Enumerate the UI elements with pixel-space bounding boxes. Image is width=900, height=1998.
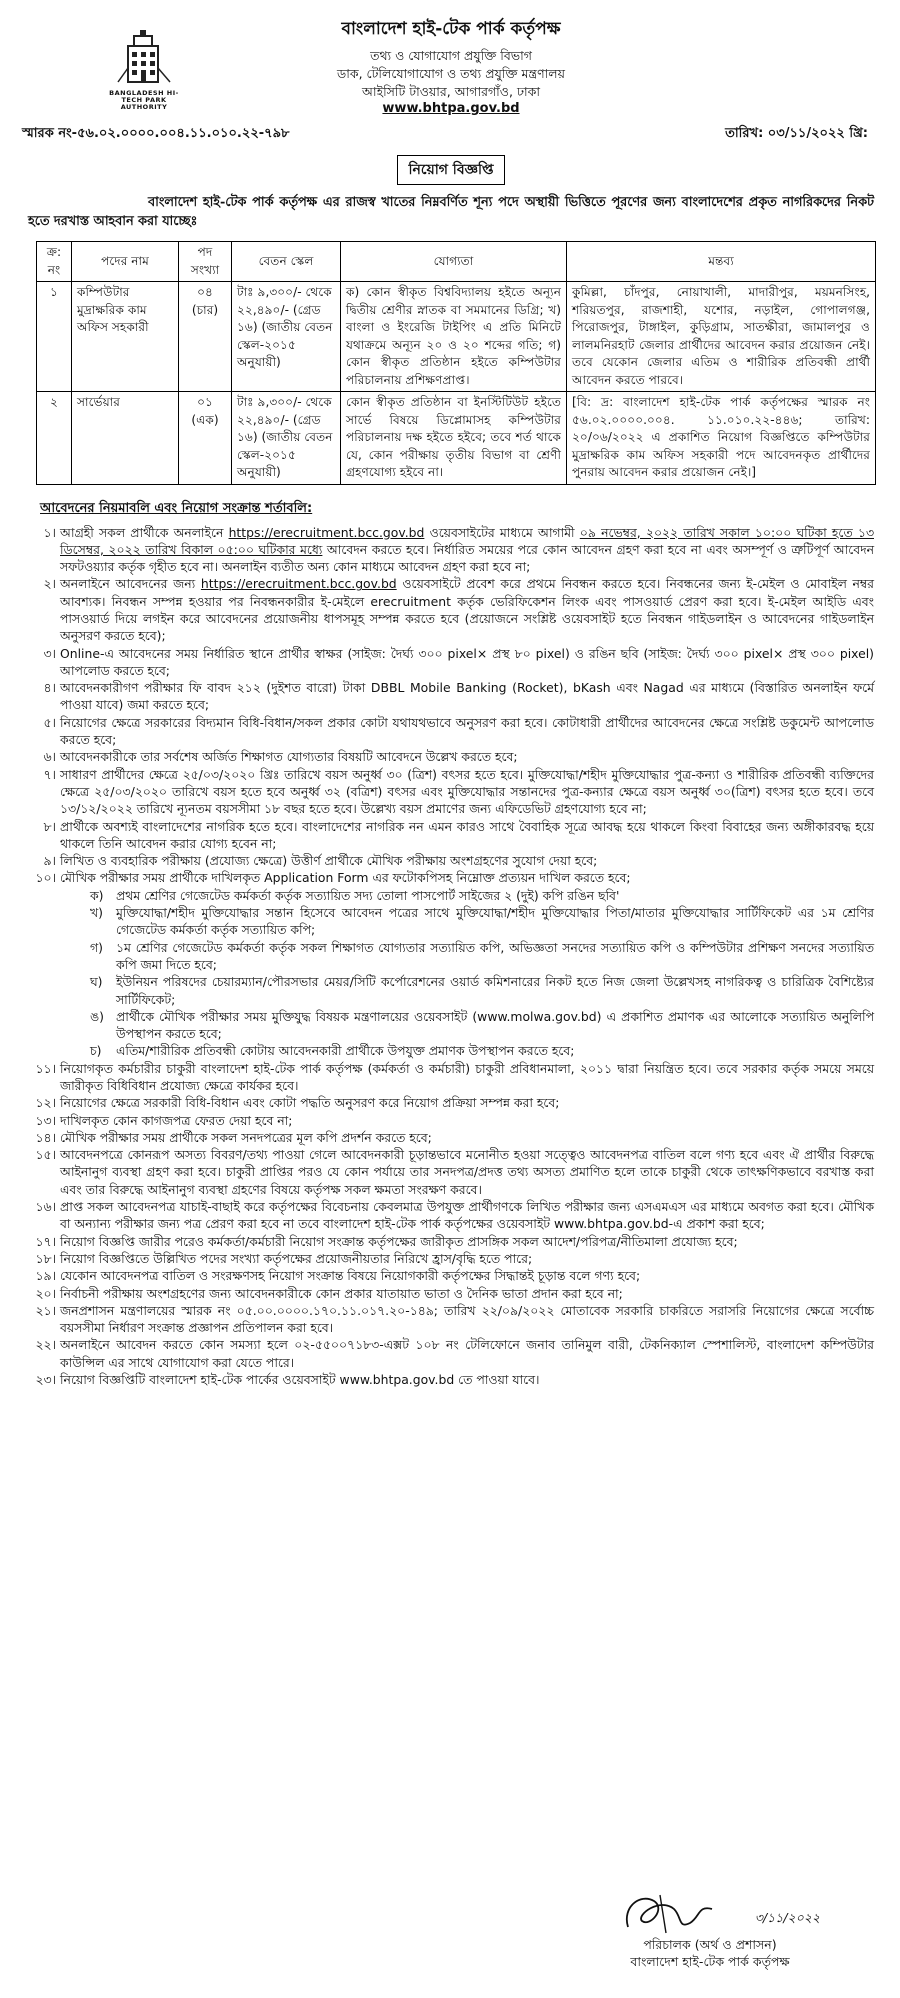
header-pay-scale: বেতন স্কেল	[232, 242, 341, 282]
bhtpa-logo	[108, 28, 180, 111]
reference-row	[22, 124, 880, 145]
cell-post-name: কম্পিউটার মুদ্রাক্ষরিক কাম অফিস সহকারী	[72, 282, 179, 392]
address-line: আইসিটি টাওয়ার, আগারগাঁও, ঢাকা	[361, 84, 541, 99]
rule-item: ৮। প্রার্থীকে অবশ্যই বাংলাদেশের নাগরিক হতে হবে। বাংলাদেশের নাগরিক নন এমন কারও সাথে বৈবাহিক সূত্রে আবদ্ধ হয়ে থাকলে কিংবা বিবাহের জন্য অঙ্গীকারবদ্ধ হয়ে থাকলে তিনি আবেদন করার যোগ্য হবেন না;	[43, 818, 874, 851]
rule-item: ১১। নিয়োগকৃত কর্মচারীর চাকুরী বাংলাদেশ হাই-টেক পার্ক কর্তৃপক্ষ (কর্মকর্তা ও কর্মচারী) চাকুরী প্রবিধানমালা, ২০১১ দ্বারা নিয়ন্ত্রিত হবে। তবে সরকার কর্তৃক সময়ে সময়ে জারীকৃত বিধিবিধান প্রযোজ্য ক্ষেত্রে কার্যকর হবে।	[35, 1060, 874, 1093]
notice-title: নিয়োগ বিজ্ঞপ্তি	[397, 155, 504, 185]
organization-name: বাংলাদেশ হাই-টেক পার্ক কর্তৃপক্ষ	[341, 19, 561, 39]
header-remarks: মন্তব্য	[567, 242, 876, 282]
rule-item: ৪। আবেদনকারীগণ পরীক্ষার ফি বাবদ ২১২ (দুইশত বারো) টাকা DBBL Mobile Banking (Rocket), bKash এবং Nagad এর মাধ্যমে (বিস্তারিত অনলাইন ফর্মে পাওয়া যাবে) জমা করতে হবে;	[43, 680, 874, 713]
sub-rule-item: খ) মুক্তিযোদ্ধা/শহীদ মুক্তিযোদ্ধার সন্তান হিসেবে আবেদন পত্রের সাথে মুক্তিযোদ্ধা/শহীদ মুক্তিযোদ্ধার পিতা/মাতার মুক্তিযোদ্ধার সার্টিফিকেট এর ১ম শ্রেণির গেজেটেড কর্মকর্তা কর্তৃক সত্যায়িত কপি;	[90, 905, 874, 938]
signature-date: ৩/১১/২০২২	[754, 1910, 820, 1925]
signatory-designation: পরিচালক (অর্থ ও প্রশাসন)	[643, 1937, 777, 1952]
notice-date: তারিখ: ০৩/১১/২০২২ খ্রি:	[725, 126, 868, 141]
rule-item: ২। অনলাইনে আবেদনের জন্য https://erecruitment.bcc.gov.bd ওয়েবসাইটে প্রবেশ করে প্রথমে নিবন্ধন করতে হবে। নিবন্ধনের জন্য ই-মেইল ও মোবাইল নম্বর আবশ্যক। নিবন্ধন সম্পন্ন হওয়ার পর নিবন্ধনকারীর ই-মেইলে erecruitment কর্তৃক ভেরিফিকেশন লিংক এবং পাসওয়ার্ড প্রেরণ করা হবে। ই-মেইল আইডি এবং পাসওয়ার্ড দিয়ে লগইন করে আবেদনের প্রয়োজনীয় ধাপসমূহ সম্পন্ন করতে হবে (প্রয়োজনে সংশ্লিষ্ট ওয়েবসাইট হতে নিবন্ধন গাইডলাইন ও আবেদনের গাইডলাইন অনুসরণ করতে হবে);	[43, 576, 874, 644]
rule-item: ১৪। মৌখিক পরীক্ষার সময় প্রার্থীকে সকল সনদপত্রের মূল কপি প্রদর্শন করতে হবে;	[35, 1129, 432, 1145]
division-name: তথ্য ও যোগাযোগ প্রযুক্তি বিভাগ	[370, 48, 532, 63]
header-serial: ক্র: নং	[37, 242, 72, 282]
cell-remarks: কুমিল্লা, চাঁদপুর, নোয়াখালী, মাদারীপুর, ময়মনসিংহ, শরিয়তপুর, রাজশাহী, যশোর, নড়াইল, গোপালগঞ্জ, পিরোজপুর, টাঙ্গাইল, কুড়িগ্রাম, সাতক্ষীরা, জামালপুর ও লালমনিরহাট জেলার প্রার্থীদের আবেদন করার প্রয়োজন নেই। তবে যেকোন জেলার এতিম ও শারীরিক প্রতিবন্ধী প্রার্থী আবেদন করতে পারবে।	[567, 282, 876, 392]
header-qualification: যোগ্যতা	[341, 242, 567, 282]
header-post-name: পদের নাম	[72, 242, 179, 282]
rule-item: ১৩। দাখিলকৃত কোন কাগজপত্র ফেরত দেয়া হবে না;	[35, 1112, 293, 1128]
signature-block	[590, 1887, 830, 1970]
cell-pay-scale: টাঃ ৯,৩০০/- থেকে ২২,৪৯০/- (গ্রেড ১৬) (জাতীয় বেতন স্কেল-২০১৫ অনুযায়ী)	[232, 282, 341, 392]
rule-item: ১৮। নিয়োগ বিজ্ঞপ্তিতে উল্লিখিত পদের সংখ্যা কর্তৃপক্ষের প্রয়োজনীয়তার নিরিখে হ্রাস/বৃদ্ধি হতে পারে;	[35, 1250, 533, 1266]
rule-item: ২৩। নিয়োগ বিজ্ঞপ্তিটি বাংলাদেশ হাই-টেক পার্কের ওয়েবসাইট www.bhtpa.gov.bd তে পাওয়া যাবে।	[35, 1372, 540, 1388]
cell-remarks: [বি: দ্র: বাংলাদেশ হাই-টেক পার্ক কর্তৃপক্ষের স্মারক নং ৫৬.০২.০০০০.০০৪. ১১.০১০.২২-৪৪৬; তারিখ: ২০/০৬/২০২২ এ প্রকাশিত নিয়োগ বিজ্ঞপ্তিতে কম্পিউটার মুদ্রাক্ষরিক কাম অফিস সহকারী পদে আবেদনকৃত প্রার্থীদের পুনরায় আবেদন করার প্রয়োজন নেই।]	[567, 392, 876, 485]
table-row	[37, 282, 876, 392]
rule-item: ১। আগ্রহী সকল প্রার্থীকে অনলাইনে https://erecruitment.bcc.gov.bd ওয়েবসাইটের মাধ্যমে আগামী ০৯ নভেম্বর, ২০২২ তারিখ সকাল ১০:০০ ঘটিকা হতে ১৩ ডিসেম্বর, ২০২২ তারিখ বিকাল ০৫:০০ ঘটিকার মধ্যে আবেদন করতে হবে। নির্ধারিত সময়ের পরে কোন আবেদন গ্রহণ করা হবে না এবং অসম্পূর্ণ ও ত্রুটিপূর্ণ আবেদন সফটওয়্যার কর্তৃক গৃহীত হবে না। অনলাইন ব্যতীত অন্য কোন মাধ্যমে আবেদন গ্রহণ করা হবে না;	[43, 524, 874, 575]
table-header-row	[37, 242, 876, 282]
erecruitment-link[interactable]: https://erecruitment.bcc.gov.bd	[200, 576, 397, 592]
vacancy-table	[36, 241, 876, 485]
rule-item: ১৬। প্রাপ্ত সকল আবেদনপত্র যাচাই-বাছাই করে কর্তৃপক্ষের বিবেচনায় কেবলমাত্র উপযুক্ত প্রার্থীগণকে লিখিত পরীক্ষার জন্য এসএমএস এর মাধ্যমে অবগত করা হবে। মৌখিক বা অন্যান্য পরীক্ষার জন্য পত্র প্রেরণ করা হবে না তবে বাংলাদেশ হাই-টেক পার্ক কর্তৃপক্ষের ওয়েবসাইট www.bhtpa.gov.bd-এ প্রকাশ করা হবে;	[35, 1199, 874, 1232]
cell-qualification: কোন স্বীকৃত প্রতিষ্ঠান বা ইনস্টিটিউট হইতে সার্ভে বিষয়ে ডিপ্লোমাসহ কম্পিউটার পরিচালনায় দক্ষ হইতে হইবে; তবে শর্ত থাকে যে, কোন পরীক্ষায় তৃতীয় বিভাগ বা শ্রেণী গ্রহণযোগ্য হইবে না।	[341, 392, 567, 485]
rule-item: ১৭। নিয়োগ বিজ্ঞপ্তি জারীর পরেও কর্মকর্তা/কর্মচারী নিয়োগ সংক্রান্ত কর্তৃপক্ষের জারীকৃত প্রাসঙ্গিক সকল আদেশ/পরিপত্র/নীতিমালা প্রযোজ্য হবে;	[35, 1233, 738, 1249]
intro-paragraph: বাংলাদেশ হাই-টেক পার্ক কর্তৃপক্ষ এর রাজস্ব খাতের নিম্নবর্ণিত শূন্য পদে অস্থায়ী ভিত্তিতে পূরণের জন্য বাংলাদেশের প্রকৃত নাগরিকদের নিকট হতে দরখাস্ত আহবান করা যাচ্ছেঃ	[28, 195, 874, 229]
rules-title: আবেদনের নিয়মাবলি এবং নিয়োগ সংক্রান্ত শর্তাবলি:	[40, 500, 313, 516]
sub-rule-item: গ) ১ম শ্রেণির গেজেটেড কর্মকর্তা কর্তৃক সকল শিক্ষাগত যোগ্যতার সত্যায়িত কপি, অভিজ্ঞতা সনদের সত্যায়িত কপি ও কম্পিউটার প্রশিক্ষণ সনদের সত্যায়িত কপি জমা দিতে হবে;	[90, 939, 874, 972]
rule-item: ৫। নিয়োগের ক্ষেত্রে সরকারের বিদ্যমান বিধি-বিধান/সকল প্রকার কোটা যথাযথভাবে অনুসরণ করা হবে। কোটাধারী প্রার্থীদের আবেদনের ক্ষেত্রে সংশ্লিষ্ট ডকুমেন্ট আপলোড করতে হবে;	[43, 714, 874, 748]
application-period: ০৯ নভেম্বর, ২০২২ তারিখ সকাল ১০:০০ ঘটিকা হতে ১৩ ডিসেম্বর, ২০২২ তারিখ বিকাল ০৫:০০ ঘটিকার মধ্যে	[60, 524, 874, 557]
cell-pay-scale: টাঃ ৯,৩০০/- থেকে ২২,৪৯০/- (গ্রেড ১৬) (জাতীয় বেতন স্কেল-২০১৫ অনুযায়ী)	[232, 392, 341, 485]
rule-item: ৭। সাধারণ প্রার্থীদের ক্ষেত্রে ২৫/০৩/২০২০ খ্রিঃ তারিখে বয়স অনুর্ধ্ব ৩০ (ত্রিশ) বৎসর হতে হবে। মুক্তিযোদ্ধা/শহীদ মুক্তিযোদ্ধার পুত্র-কন্যা ও শারীরিক প্রতিবন্ধী ব্যক্তিদের ক্ষেত্রে ২৫/০৩/২০২০ তারিখে বয়স হতে হবে অনুর্ধ্ব ৩২ (বত্রিশ) বৎসর এবং মুক্তিযোদ্ধার সন্তানদের পুত্র-কন্যার ক্ষেত্রে বয়স অনুর্ধ্ব ৩০(ত্রিশ) বৎসর হতে হবে। তবে ১৩/১২/২০২২ তারিখে ন্যূনতম বয়সসীমা ১৮ বছর হতে হবে। উল্লেখ্য বয়স প্রমাণের জন্য এফিডেভিট গ্রহণযোগ্য হবে না;	[43, 766, 874, 817]
sub-rule-item: চ) এতিম/শারীরিক প্রতিবন্ধী কোটায় আবেদনকারী প্রার্থীকে উপযুক্ত প্রমাণক উপস্থাপন করতে হবে;	[90, 1043, 575, 1059]
header-post-count: পদ সংখ্যা	[179, 242, 232, 282]
ministry-name: ডাক, টেলিযোগাযোগ ও তথ্য প্রযুক্তি মন্ত্রণালয়	[337, 66, 565, 81]
rule-item: ৯। লিখিত ও ব্যবহারিক পরীক্ষায় (প্রযোজ্য ক্ষেত্রে) উত্তীর্ণ প্রার্থীকে মৌখিক পরীক্ষায় অংশগ্রহণের সুযোগ দেয়া হবে;	[43, 853, 598, 869]
rule-item: ১৫। আবেদনপত্রে কোনরূপ অসত্য বিবরণ/তথ্য পাওয়া গেলে আবেদনকারী চূড়ান্তভাবে মনোনীত হওয়া সত্ত্বেও আবেদনপত্র বাতিল বলে গণ্য হবে এবং ঐ প্রার্থীর বিরুদ্ধে আইনানুগ ব্যবস্থা গ্রহণ করা হবে। চাকুরী প্রাপ্তির পরও যে কোন পর্যায়ে তার সনদপত্র/প্রদত্ত তথ্য অসত্য প্রমাণিত হলে তাকে চাকুরী থেকে তাৎক্ষণিকভাবে বরখাস্ত করা এবং তার বিরুদ্ধে আইনানুগ ব্যবস্থা গ্রহণের বিষয়ে কর্তৃপক্ষ সকল ক্ষমতা সংরক্ষণ করবে।	[35, 1147, 874, 1197]
rule-item: ২১। জনপ্রশাসন মন্ত্রণালয়ের স্মারক নং ০৫.০০.০০০০.১৭০.১১.০১৭.২০-১৪৯; তারিখ ২২/০৯/২০২২ মোতাবেক সরকারি চাকরিতে সরাসরি নিয়োগের ক্ষেত্রে সর্বোচ্চ বয়সসীমা নির্ধারণ সংক্রান্ত প্রজ্ঞাপন প্রতিপালন করা হবে।	[35, 1302, 874, 1336]
sub-rule-item: ঙ) প্রার্থীকে মৌখিক পরীক্ষার সময় মুক্তিযুদ্ধ বিষয়ক মন্ত্রণালয়ের ওয়েবসাইট (www.molwa.gov.bd) এ প্রকাশিত প্রমাণক এর আলোকে সত্যায়িত অনুলিপি উপস্থাপন করতে হবে;	[90, 1008, 874, 1042]
signatory-organization: বাংলাদেশ হাই-টেক পার্ক কর্তৃপক্ষ	[630, 1954, 790, 1969]
cell-qualification: ক) কোন স্বীকৃত বিশ্ববিদ্যালয় হইতে অন্যূন দ্বিতীয় শ্রেণীর স্নাতক বা সমমানের ডিগ্রি; খ) বাংলা ও ইংরেজি টাইপিং এ প্রতি মিনিটে যথাক্রমে অন্যূন ২০ ও ২০ শব্দের গতি; গ) কোন স্বীকৃত প্রতিষ্ঠান হইতে কম্পিউটার পরিচালনায় প্রশিক্ষণপ্রাপ্ত।	[341, 282, 567, 392]
rule-item: ২২। অনলাইনে আবেদন করতে কোন সমস্যা হলে ০২-৫৫০০৭১৮৩-এক্সট ১০৮ নং টেলিফোনে জনাব তানিমুল বারী, টেকনিক্যাল স্পেশালিস্ট, বাংলাদেশ কম্পিউটার কাউন্সিল এর সাথে যোগাযোগ করা যেতে পারে।	[35, 1337, 874, 1370]
rule-item: ১৯। যেকোন আবেদনপত্র বাতিল ও সংরক্ষণসহ নিয়োগ সংক্রান্ত বিষয়ে নিয়োগকারী কর্তৃপক্ষের সিদ্ধান্তই চূড়ান্ত বলে গণ্য হবে;	[35, 1268, 641, 1284]
cell-serial: ১	[37, 282, 72, 392]
cell-serial: ২	[37, 392, 72, 485]
logo-text: BANGLADESH HI-TECH PARK AUTHORITY	[109, 89, 179, 111]
website-link[interactable]: www.bhtpa.gov.bd	[382, 101, 520, 116]
cell-post-name: সার্ভেয়ার	[72, 392, 179, 485]
sub-rule-item: ক) প্রথম শ্রেণির গেজেটেড কর্মকর্তা কর্তৃক সত্যায়িত সদ্য তোলা পাসপোর্ট সাইজের ২ (দুই) কপি রঙিন ছবি'	[90, 887, 620, 903]
rule-item: ৬। আবেদনকারীকে তার সর্বশেষ অর্জিত শিক্ষাগত যোগ্যতার বিষয়টি আবেদনে উল্লেখ করতে হবে;	[43, 749, 518, 765]
erecruitment-link[interactable]: https://erecruitment.bcc.gov.bd	[228, 524, 425, 540]
header-text	[272, 16, 630, 116]
rule-item: ৩। Online-এ আবেদনের সময় নির্ধারিত স্থানে প্রার্থীর স্বাক্ষর (সাইজ: দৈর্ঘ্য ৩০০ pixel× প্রস্থ ৮০ pixel) ও রঙিন ছবি (সাইজ: দৈর্ঘ্য ৩০০ pixel× প্রস্থ ৩০০ pixel) আপলোড করতে হবে;	[43, 645, 874, 678]
letterhead	[22, 14, 880, 120]
cell-post-count: ০৪ (চার)	[179, 282, 232, 392]
table-row	[37, 392, 876, 485]
rule-item: ১২। নিয়োগের ক্ষেত্রে সরকারী বিধি-বিধান এবং কোটা পদ্ধতি অনুসরণ করে নিয়োগ প্রক্রিয়া সম্পন্ন করা হবে;	[35, 1095, 560, 1111]
rule-item: ২০। নির্বাচনী পরীক্ষায় অংশগ্রহণের জন্য আবেদনকারীকে কোন প্রকার যাতায়াত ভাতা ও দৈনিক ভাতা প্রদান করা হবে না;	[35, 1285, 623, 1301]
rule-item: ১০। মৌখিক পরীক্ষার সময় প্রার্থীকে দাখিলকৃত Application Form এর ফটোকপিসহ নিম্নোক্ত প্রত্যয়ন দাখিল করতে হবে;	[35, 870, 631, 886]
rules-list	[26, 524, 874, 1389]
sub-rule-item: ঘ) ইউনিয়ন পরিষদের চেয়ারম্যান/পৌরসভার মেয়র/সিটি কর্পোরেশনের ওয়ার্ড কমিশনারের নিকট হতে নিজ জেলা উল্লেখসহ নাগরিকত্ব ও চারিত্রিক বৈশিষ্ট্যের সার্টিফিকেট;	[90, 974, 874, 1007]
memo-number: স্মারক নং-৫৬.০২.০০০০.০০৪.১১.০১০.২২-৭৯৮	[22, 126, 290, 141]
cell-post-count: ০১ (এক)	[179, 392, 232, 485]
